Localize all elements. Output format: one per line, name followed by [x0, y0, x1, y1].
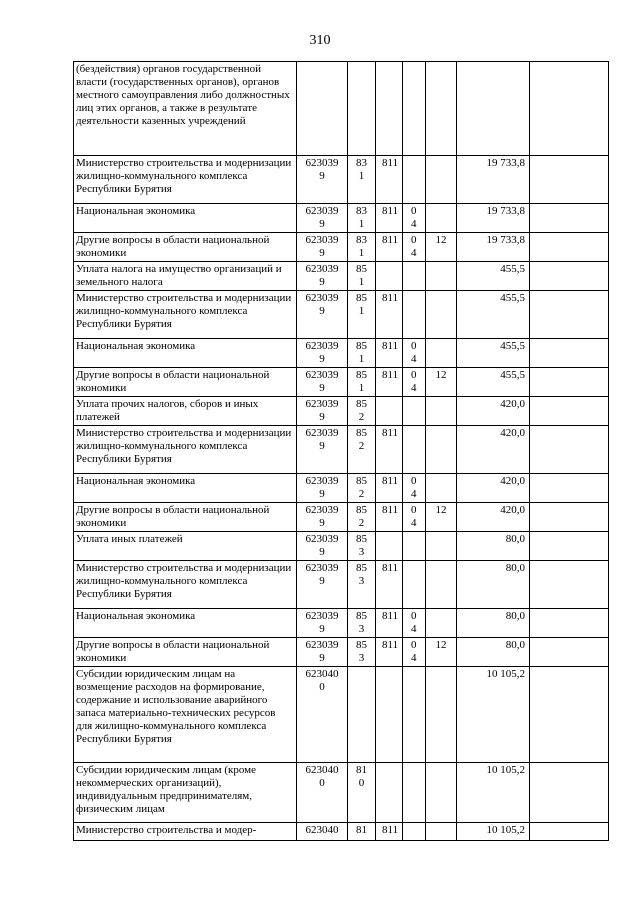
department-cell: 811 — [376, 204, 403, 233]
code-part: 623039 — [305, 340, 339, 352]
section-cell — [403, 368, 426, 397]
empty-cell — [530, 667, 609, 763]
amount-cell: 455,5 — [457, 262, 530, 291]
target-article-cell — [297, 426, 348, 474]
department-cell — [376, 397, 403, 426]
section-cell — [403, 561, 426, 609]
subsection-cell — [426, 339, 457, 368]
department-cell — [376, 532, 403, 561]
amount-cell: 10 105,2 — [457, 763, 530, 823]
section-cell — [403, 262, 426, 291]
target-article-cell — [297, 763, 348, 823]
empty-cell — [530, 62, 609, 156]
code-part: 623039 — [305, 427, 339, 439]
department-cell: 811 — [376, 339, 403, 368]
section-cell — [403, 62, 426, 156]
department-cell: 811 — [376, 156, 403, 204]
table-row — [74, 561, 609, 609]
code-part: 85 — [356, 292, 367, 304]
code-part: 623039 — [305, 205, 339, 217]
code-part: 623039 — [305, 369, 339, 381]
target-article-cell — [297, 638, 348, 667]
expense-type-cell — [348, 667, 376, 763]
code-part: 9 — [319, 276, 325, 288]
row-name-cell: Уплата прочих налогов, сборов и иных платежей — [74, 397, 297, 426]
table-row — [74, 291, 609, 339]
code-part: 85 — [356, 340, 367, 352]
code-part: 1 — [358, 382, 365, 394]
code-part: 9 — [319, 488, 325, 500]
amount-cell: 455,5 — [457, 339, 530, 368]
code-part: 85 — [356, 263, 367, 275]
section-cell — [403, 339, 426, 368]
section-cell — [403, 763, 426, 823]
subsection-cell — [426, 763, 457, 823]
empty-cell — [530, 561, 609, 609]
empty-cell — [530, 204, 609, 233]
code-part: 0 — [319, 777, 325, 789]
amount-cell: 455,5 — [457, 368, 530, 397]
department-cell: 811 — [376, 638, 403, 667]
code-part: 623039 — [305, 157, 339, 169]
subsection-cell — [426, 397, 457, 426]
code-part: 3 — [358, 546, 365, 558]
code-part: 623039 — [305, 292, 339, 304]
code-part: 623040 — [305, 668, 339, 680]
code-part: 81 — [356, 764, 367, 776]
target-article-cell — [297, 561, 348, 609]
row-name-cell: Другие вопросы в области национальной экономики — [74, 638, 297, 667]
row-name-cell: Национальная экономика — [74, 339, 297, 368]
expense-type-cell — [348, 262, 376, 291]
code-part: 1 — [358, 247, 365, 259]
empty-cell — [530, 262, 609, 291]
section-cell — [403, 204, 426, 233]
target-article-cell — [297, 233, 348, 262]
code-part: 2 — [358, 411, 365, 423]
subsection-cell — [426, 667, 457, 763]
row-name-cell: Субсидии юридическим лицам на возмещение расходов на формирование, содержание и использование аварийного запаса материально-технических ресурсов для жилищно-коммунального комплекса Республики Бурятия — [74, 667, 297, 763]
code-part: 0 — [411, 475, 417, 487]
code-part: 9 — [319, 652, 325, 664]
empty-cell — [530, 426, 609, 474]
code-part: 9 — [319, 411, 325, 423]
code-part: 623039 — [305, 562, 339, 574]
department-cell: 811 — [376, 503, 403, 532]
code-part: 623039 — [305, 234, 339, 246]
target-article-cell — [297, 823, 348, 841]
target-article-cell — [297, 291, 348, 339]
code-part: 81 — [356, 824, 367, 836]
section-cell — [403, 426, 426, 474]
target-article-cell — [297, 667, 348, 763]
table-row — [74, 262, 609, 291]
section-cell — [403, 638, 426, 667]
target-article-cell — [297, 397, 348, 426]
section-cell — [403, 823, 426, 841]
section-cell — [403, 532, 426, 561]
department-cell: 811 — [376, 823, 403, 841]
code-part: 2 — [358, 488, 365, 500]
department-cell: 811 — [376, 609, 403, 638]
subsection-cell — [426, 156, 457, 204]
department-cell: 811 — [376, 368, 403, 397]
empty-cell — [530, 339, 609, 368]
section-cell — [403, 474, 426, 503]
amount-cell: 420,0 — [457, 426, 530, 474]
code-part: 0 — [358, 777, 365, 789]
department-cell — [376, 763, 403, 823]
section-cell — [403, 156, 426, 204]
table-row — [74, 204, 609, 233]
empty-cell — [530, 397, 609, 426]
amount-cell: 10 105,2 — [457, 667, 530, 763]
table-row — [74, 62, 609, 156]
empty-cell — [530, 609, 609, 638]
code-part: 1 — [358, 305, 365, 317]
subsection-cell — [426, 561, 457, 609]
section-cell — [403, 667, 426, 763]
code-part: 1 — [358, 218, 365, 230]
code-part: 9 — [319, 305, 325, 317]
amount-cell: 80,0 — [457, 609, 530, 638]
table-row — [74, 156, 609, 204]
expense-type-cell — [348, 609, 376, 638]
row-name-cell: Национальная экономика — [74, 204, 297, 233]
department-cell: 811 — [376, 426, 403, 474]
row-name-cell: Уплата налога на имущество организаций и земельного налога — [74, 262, 297, 291]
empty-cell — [530, 823, 609, 841]
expense-type-cell — [348, 204, 376, 233]
amount-cell — [457, 62, 530, 156]
code-part: 4 — [411, 382, 417, 394]
code-part: 9 — [319, 517, 325, 529]
code-part: 4 — [411, 247, 417, 259]
budget-table — [73, 61, 609, 841]
expense-type-cell — [348, 426, 376, 474]
expense-type-cell — [348, 532, 376, 561]
section-cell — [403, 233, 426, 262]
code-part: 83 — [356, 205, 367, 217]
department-cell — [376, 667, 403, 763]
table-row — [74, 823, 609, 841]
code-part: 1 — [358, 276, 365, 288]
expense-type-cell — [348, 638, 376, 667]
row-name-cell: Министерство строительства и модернизации жилищно-коммунального комплекса Республики Бурятия — [74, 291, 297, 339]
row-name-cell: (бездействия) органов государственной власти (государственных органов), органов местного самоуправления либо должностных лиц этих органов, а также в результате деятельности казенных учреждений — [74, 62, 297, 156]
code-part: 83 — [356, 234, 367, 246]
expense-type-cell — [348, 763, 376, 823]
subsection-cell: 12 — [426, 233, 457, 262]
table-row — [74, 368, 609, 397]
subsection-cell: 12 — [426, 503, 457, 532]
empty-cell — [530, 291, 609, 339]
table-row — [74, 638, 609, 667]
row-name-cell: Министерство строительства и модернизации жилищно-коммунального комплекса Республики Бурятия — [74, 156, 297, 204]
empty-cell — [530, 503, 609, 532]
code-part: 4 — [411, 623, 417, 635]
empty-cell — [530, 233, 609, 262]
code-part: 0 — [411, 610, 417, 622]
expense-type-cell — [348, 62, 376, 156]
subsection-cell — [426, 62, 457, 156]
expense-type-cell — [348, 368, 376, 397]
code-part: 0 — [411, 234, 417, 246]
row-name-cell: Министерство строительства и модернизации жилищно-коммунального комплекса Республики Бурятия — [74, 426, 297, 474]
target-article-cell — [297, 368, 348, 397]
expense-type-cell — [348, 339, 376, 368]
code-part: 3 — [358, 652, 365, 664]
row-name-cell: Министерство строительства и модер- — [74, 823, 297, 841]
empty-cell — [530, 763, 609, 823]
amount-cell: 80,0 — [457, 561, 530, 609]
amount-cell: 420,0 — [457, 397, 530, 426]
code-part: 9 — [319, 546, 325, 558]
code-part: 4 — [411, 353, 417, 365]
table-row — [74, 233, 609, 262]
code-part: 0 — [319, 681, 325, 693]
expense-type-cell — [348, 503, 376, 532]
code-part: 0 — [411, 504, 417, 516]
subsection-cell — [426, 204, 457, 233]
code-part: 9 — [319, 440, 325, 452]
amount-cell: 455,5 — [457, 291, 530, 339]
amount-cell: 19 733,8 — [457, 233, 530, 262]
code-part: 623039 — [305, 398, 339, 410]
code-part: 9 — [319, 382, 325, 394]
subsection-cell — [426, 609, 457, 638]
code-part: 85 — [356, 504, 367, 516]
code-part: 623039 — [305, 610, 339, 622]
target-article-cell — [297, 339, 348, 368]
target-article-cell — [297, 609, 348, 638]
code-part: 85 — [356, 533, 367, 545]
section-cell — [403, 609, 426, 638]
target-article-cell — [297, 204, 348, 233]
row-name-cell: Другие вопросы в области национальной экономики — [74, 503, 297, 532]
amount-cell: 19 733,8 — [457, 156, 530, 204]
target-article-cell — [297, 62, 348, 156]
code-part: 0 — [411, 340, 417, 352]
amount-cell: 19 733,8 — [457, 204, 530, 233]
code-part: 9 — [319, 170, 325, 182]
code-part: 0 — [411, 205, 417, 217]
code-part: 4 — [411, 517, 417, 529]
subsection-cell — [426, 474, 457, 503]
department-cell: 811 — [376, 291, 403, 339]
department-cell: 811 — [376, 561, 403, 609]
empty-cell — [530, 474, 609, 503]
code-part: 0 — [411, 639, 417, 651]
code-part: 4 — [411, 488, 417, 500]
row-name-cell: Другие вопросы в области национальной экономики — [74, 233, 297, 262]
code-part: 0 — [411, 369, 417, 381]
code-part: 623039 — [305, 504, 339, 516]
code-part: 1 — [358, 170, 365, 182]
code-part: 83 — [356, 157, 367, 169]
table-body — [74, 62, 609, 841]
code-part: 623039 — [305, 533, 339, 545]
code-part: 85 — [356, 610, 367, 622]
code-part: 85 — [356, 398, 367, 410]
code-part: 2 — [358, 440, 365, 452]
code-part: 9 — [319, 575, 325, 587]
code-part: 9 — [319, 353, 325, 365]
subsection-cell — [426, 291, 457, 339]
row-name-cell: Национальная экономика — [74, 474, 297, 503]
target-article-cell — [297, 262, 348, 291]
table-row — [74, 763, 609, 823]
code-part: 85 — [356, 475, 367, 487]
table-row — [74, 397, 609, 426]
section-cell — [403, 291, 426, 339]
amount-cell: 420,0 — [457, 474, 530, 503]
code-part: 85 — [356, 639, 367, 651]
amount-cell: 420,0 — [457, 503, 530, 532]
table-row — [74, 503, 609, 532]
empty-cell — [530, 368, 609, 397]
code-part: 85 — [356, 427, 367, 439]
table-row — [74, 609, 609, 638]
subsection-cell: 12 — [426, 368, 457, 397]
code-part: 623040 — [305, 824, 339, 836]
expense-type-cell — [348, 156, 376, 204]
empty-cell — [530, 638, 609, 667]
table-row — [74, 474, 609, 503]
target-article-cell — [297, 503, 348, 532]
table-row — [74, 667, 609, 763]
expense-type-cell — [348, 397, 376, 426]
code-part: 623039 — [305, 475, 339, 487]
row-name-cell: Уплата иных платежей — [74, 532, 297, 561]
row-name-cell: Другие вопросы в области национальной экономики — [74, 368, 297, 397]
amount-cell: 80,0 — [457, 532, 530, 561]
department-cell — [376, 62, 403, 156]
section-cell — [403, 503, 426, 532]
code-part: 623040 — [305, 764, 339, 776]
subsection-cell: 12 — [426, 638, 457, 667]
target-article-cell — [297, 474, 348, 503]
subsection-cell — [426, 426, 457, 474]
subsection-cell — [426, 532, 457, 561]
table-row — [74, 339, 609, 368]
table-row — [74, 426, 609, 474]
code-part: 9 — [319, 623, 325, 635]
code-part: 9 — [319, 218, 325, 230]
code-part: 85 — [356, 369, 367, 381]
expense-type-cell — [348, 561, 376, 609]
amount-cell: 80,0 — [457, 638, 530, 667]
target-article-cell — [297, 156, 348, 204]
code-part: 1 — [358, 353, 365, 365]
code-part: 9 — [319, 247, 325, 259]
subsection-cell — [426, 823, 457, 841]
row-name-cell: Министерство строительства и модернизации жилищно-коммунального комплекса Республики Бурятия — [74, 561, 297, 609]
code-part: 85 — [356, 562, 367, 574]
expense-type-cell — [348, 233, 376, 262]
page-number: 310 — [309, 33, 331, 48]
code-part: 3 — [358, 623, 365, 635]
empty-cell — [530, 532, 609, 561]
expense-type-cell — [348, 823, 376, 841]
row-name-cell: Субсидии юридическим лицам (кроме некоммерческих организаций), индивидуальным предпринимателям, физическим лицам — [74, 763, 297, 823]
code-part: 2 — [358, 517, 365, 529]
expense-type-cell — [348, 474, 376, 503]
code-part: 4 — [411, 652, 417, 664]
row-name-cell: Национальная экономика — [74, 609, 297, 638]
department-cell: 811 — [376, 474, 403, 503]
department-cell — [376, 262, 403, 291]
code-part: 3 — [358, 575, 365, 587]
code-part: 623039 — [305, 263, 339, 275]
subsection-cell — [426, 262, 457, 291]
target-article-cell — [297, 532, 348, 561]
department-cell: 811 — [376, 233, 403, 262]
expense-type-cell — [348, 291, 376, 339]
section-cell — [403, 397, 426, 426]
amount-cell: 10 105,2 — [457, 823, 530, 841]
code-part: 623039 — [305, 639, 339, 651]
empty-cell — [530, 156, 609, 204]
code-part: 4 — [411, 218, 417, 230]
table-row — [74, 532, 609, 561]
